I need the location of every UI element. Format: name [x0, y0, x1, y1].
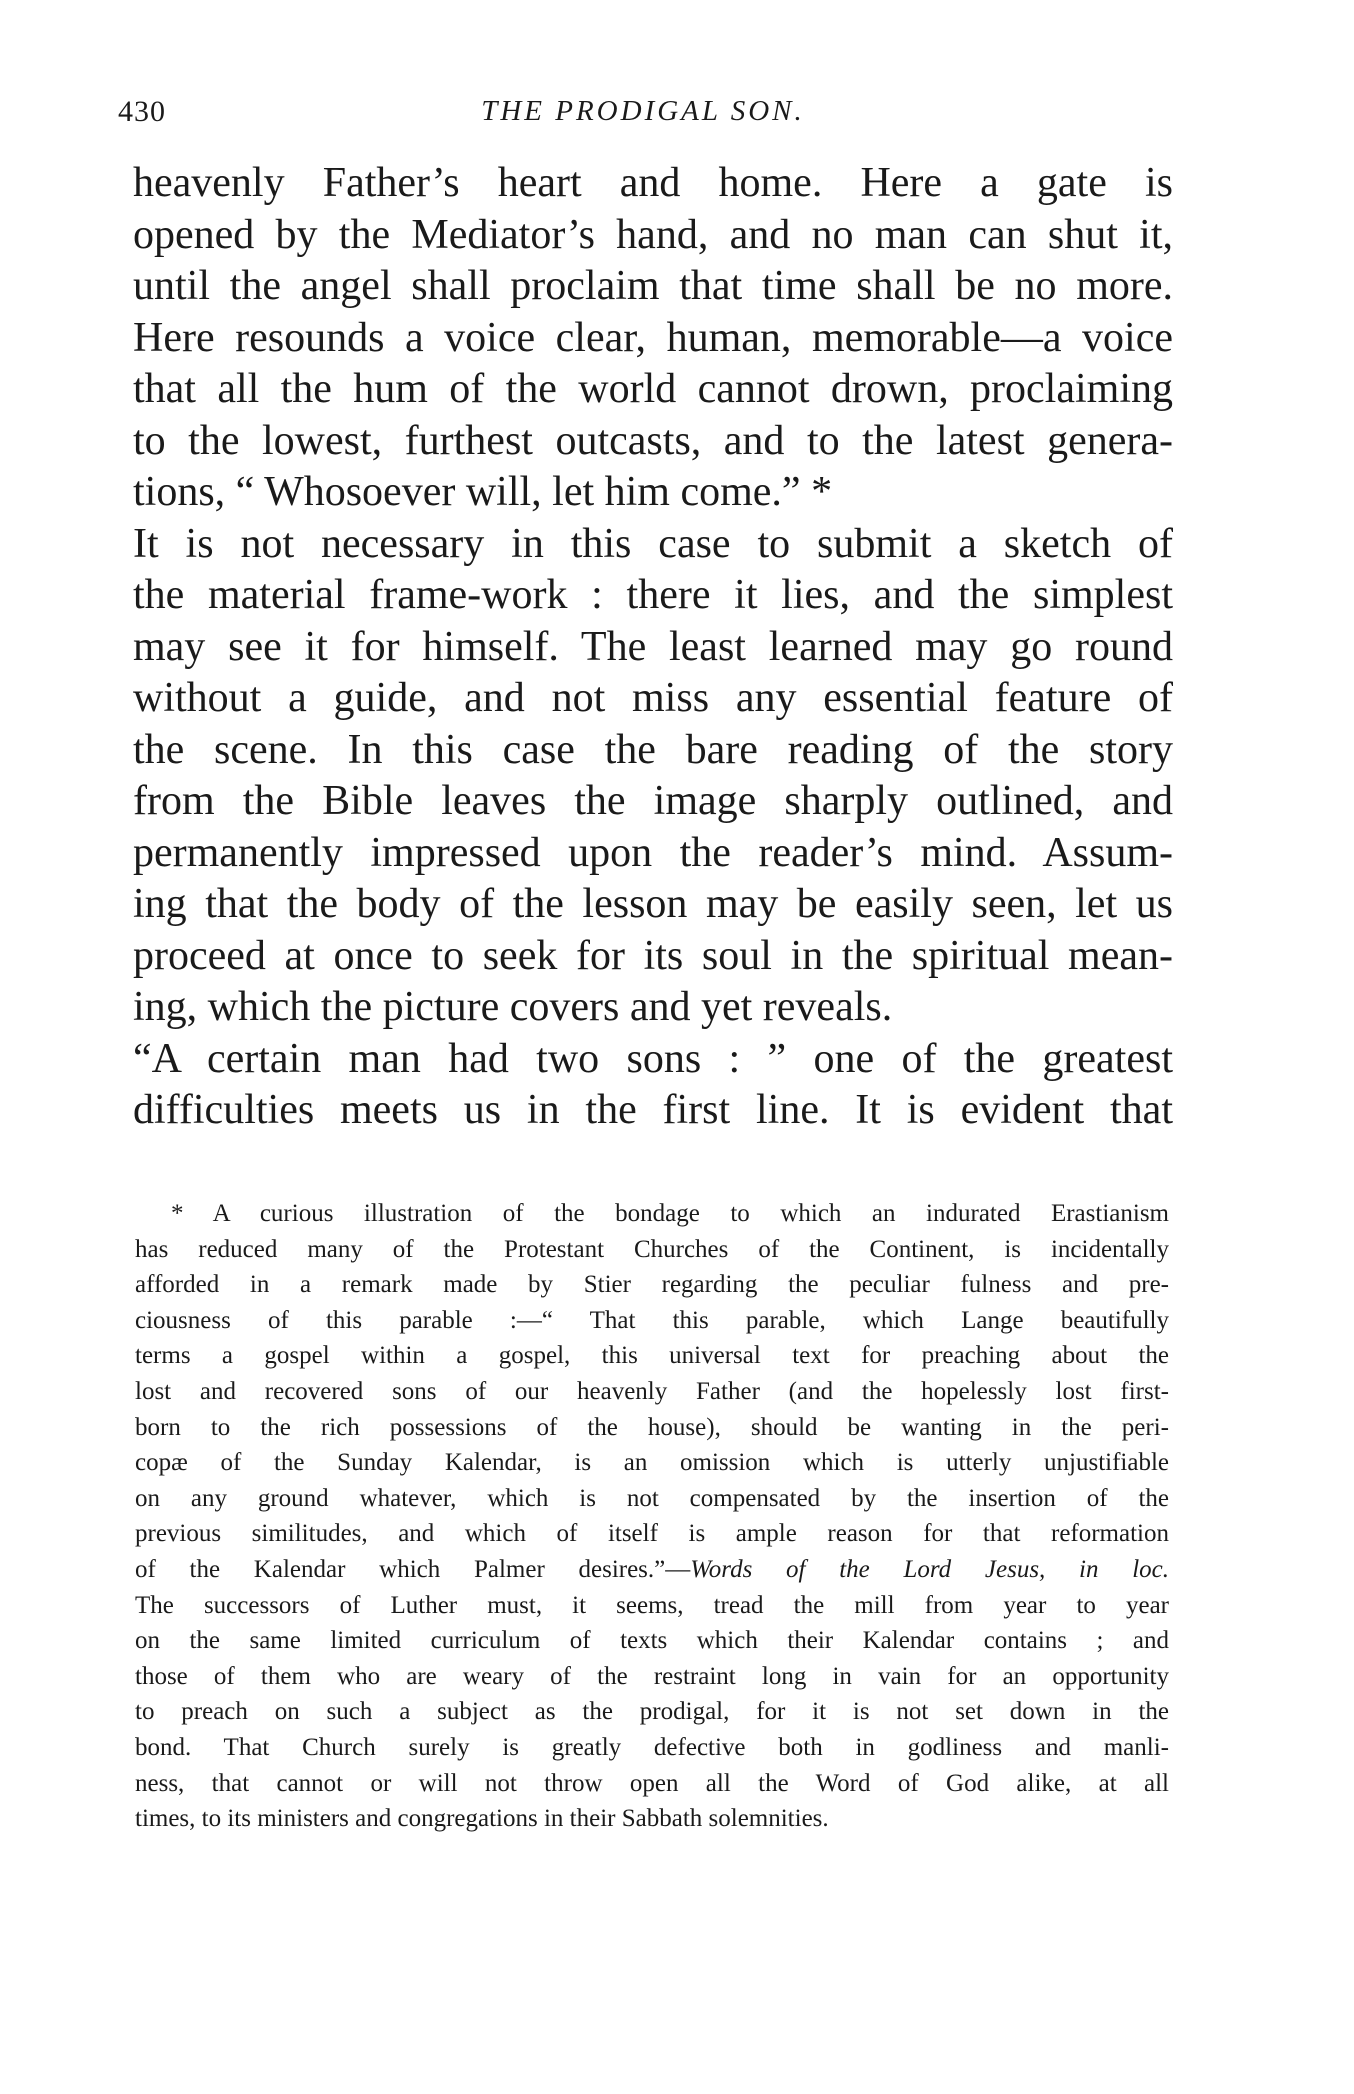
- footnote-line: previous similitudes, and which of itself is ample reason for that reformation: [135, 1520, 1169, 1548]
- citation-lead: of the Kalendar which Palmer desires.”—: [135, 1555, 691, 1583]
- body-line: difficulties meets us in the first line. It is evident that: [133, 1087, 1173, 1133]
- body-line: permanently impressed upon the reader’s mind. Assum-: [133, 829, 1173, 876]
- body-line: without a guide, and not miss any essential feature of: [133, 675, 1173, 721]
- footnote-line: afforded in a remark made by Stier regarding the peculiar fulness and pre-: [135, 1271, 1169, 1299]
- footnote-line: to preach on such a subject as the prodigal, for it is not set down in the: [135, 1698, 1169, 1726]
- body-line: ing that the body of the lesson may be easily seen, let us: [133, 881, 1173, 927]
- body-line: opened by the Mediator’s hand, and no man can shut it,: [133, 211, 1173, 258]
- footnote-line: bond. That Church surely is greatly defective both in godliness and manli-: [135, 1733, 1169, 1761]
- body-line: proceed at once to seek for its soul in the spiritual mean-: [133, 932, 1173, 979]
- body-line: ing, which the picture covers and yet reveals.: [133, 984, 893, 1030]
- footnote-line: * A curious illustration of the bondage to which an indurated Erastianism: [171, 1200, 1169, 1227]
- footnote: [135, 1196, 1169, 1837]
- body-line: Here resounds a voice clear, human, memorable—a voice: [133, 314, 1173, 361]
- body-line: the scene. In this case the bare reading of the story: [133, 726, 1173, 773]
- running-title: THE PRODIGAL SON.: [481, 95, 805, 127]
- footnote-line: The successors of Luther must, it seems, tread the mill from year to year: [135, 1591, 1169, 1619]
- footnote-line: on the same limited curriculum of texts which their Kalendar contains ; and: [135, 1627, 1169, 1655]
- footnote-line: times, to its ministers and congregations in their Sabbath solemnities.: [135, 1805, 829, 1833]
- footnote-line: lost and recovered sons of our heavenly Father (and the hopelessly lost first-: [135, 1377, 1169, 1405]
- body-line: to the lowest, furthest outcasts, and to the latest genera-: [133, 417, 1173, 464]
- body-line: “A certain man had two sons : ” one of the greatest: [133, 1035, 1173, 1082]
- body-line: heavenly Father’s heart and home. Here a gate is: [133, 160, 1173, 206]
- body-text: [133, 158, 1173, 1137]
- footnote-line: terms a gospel within a gospel, this universal text for preaching about the: [135, 1342, 1169, 1370]
- body-line: the material frame-work : there it lies, and the simplest: [133, 572, 1173, 618]
- footnote-citation-line: [135, 1552, 1169, 1588]
- body-line: tions, “ Whosoever will, let him come.” *: [133, 469, 833, 515]
- citation-work-title: Words of the Lord Jesus,: [690, 1555, 1046, 1583]
- body-line: from the Bible leaves the image sharply outlined, and: [133, 778, 1173, 824]
- body-line: It is not necessary in this case to submit a sketch of: [133, 520, 1173, 567]
- footnote-line: on any ground whatever, which is not compensated by the insertion of the: [135, 1484, 1169, 1512]
- footnote-line: those of them who are weary of the restraint long in vain for an opportunity: [135, 1662, 1169, 1690]
- body-line: that all the hum of the world cannot drown, proclaiming: [133, 366, 1173, 412]
- body-line: may see it for himself. The least learned may go round: [133, 623, 1173, 670]
- footnote-line: ciousness of this parable :—“ That this parable, which Lange beautifully: [135, 1306, 1169, 1334]
- footnote-line: ness, that cannot or will not throw open all the Word of God alike, at all: [135, 1769, 1169, 1797]
- footnote-line: copæ of the Sunday Kalendar, is an omission which is utterly unjustifiable: [135, 1449, 1169, 1477]
- citation-locator: in loc.: [1045, 1555, 1169, 1583]
- body-line: until the angel shall proclaim that time shall be no more.: [133, 263, 1173, 309]
- page-number: 430: [118, 95, 166, 128]
- running-head: [118, 95, 1168, 145]
- footnote-line: has reduced many of the Protestant Churches of the Continent, is incidentally: [135, 1235, 1169, 1263]
- footnote-line: born to the rich possessions of the house), should be wanting in the peri-: [135, 1413, 1169, 1441]
